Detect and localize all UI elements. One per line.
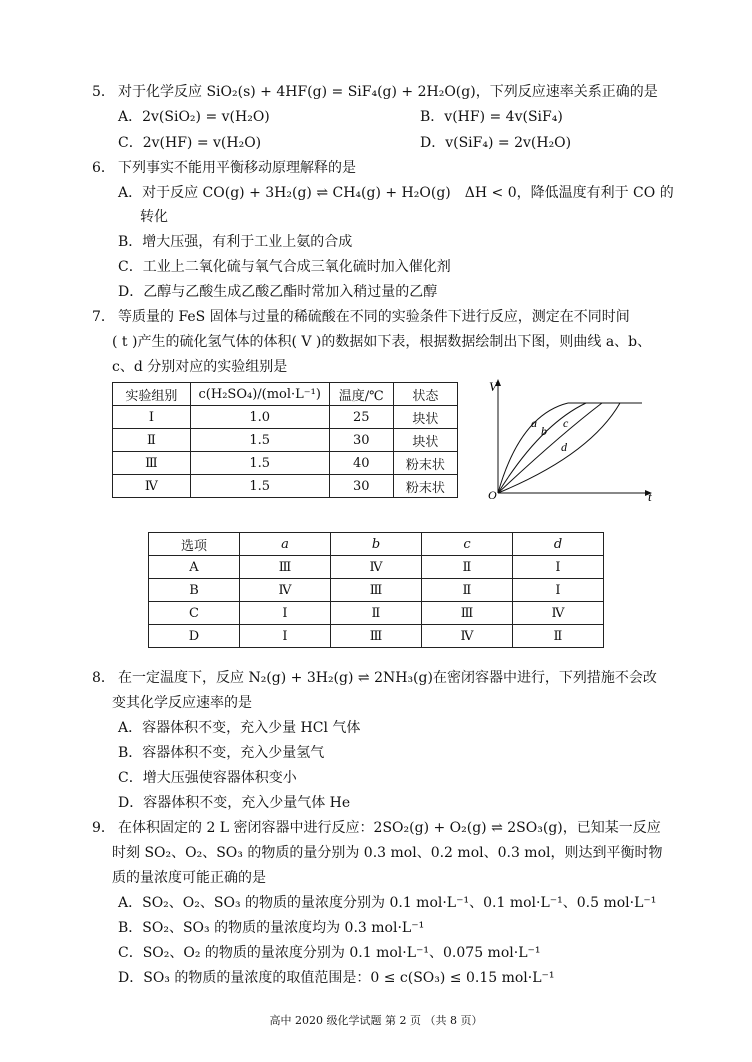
q6-stem: 下列事实不能用平衡移动原理解释的是 (118, 160, 356, 176)
table-cell: B (149, 579, 240, 602)
q5-option-c: C．2v(HF) = v(H₂O) (118, 135, 262, 151)
volume-time-graph (480, 375, 670, 505)
q7-number: 7． (92, 309, 115, 325)
q7-stem-line3: c、d 分别对应的实验组别是 (112, 359, 288, 375)
exp-header-temperature: 温度/℃ (329, 383, 393, 406)
q5-option-b: B．v(HF) = 4v(SiF₄) (420, 109, 563, 125)
q5-number: 5． (92, 84, 115, 100)
table-cell: 1.5 (190, 452, 329, 475)
table-row (149, 602, 604, 625)
q8-stem-line1: 在一定温度下，反应 N₂(g) + 3H₂(g) ⇌ 2NH₃(g)在密闭容器中进行，下列措施不会改 (118, 670, 657, 686)
table-row (149, 556, 604, 579)
table-cell: C (149, 602, 240, 625)
answer-header-a: a (240, 533, 331, 556)
table-cell: A (149, 556, 240, 579)
q9-option-a: A．SO₂、O₂、SO₃ 的物质的量浓度分别为 0.1 mol·L⁻¹、0.1 mol·L⁻¹、0.5 mol·L⁻¹ (118, 895, 657, 911)
table-cell: Ⅲ (240, 556, 331, 579)
table-cell: Ⅱ (512, 625, 603, 648)
table-cell: Ⅱ (421, 556, 512, 579)
q9-stem-line3: 质的量浓度可能正确的是 (112, 870, 266, 886)
table-cell: D (149, 625, 240, 648)
curve-a-label: a (531, 416, 537, 430)
table-cell: Ⅱ (330, 602, 421, 625)
page-footer: 高中 2020 级化学试题 第 2 页 （共 8 页） (269, 1014, 483, 1027)
table-cell: Ⅰ (512, 579, 603, 602)
table-cell: Ⅱ (421, 579, 512, 602)
q6-option-a-line1: A．对于反应 CO(g) + 3H₂(g) ⇌ CH₄(g) + H₂O(g) ΔH < 0，降低温度有利于 CO 的 (118, 185, 674, 201)
q5-option-d: D．v(SiF₄) = 2v(H₂O) (420, 135, 572, 151)
experiment-table (112, 382, 458, 498)
table-cell: Ⅱ (113, 429, 191, 452)
exp-header-group: 实验组别 (113, 383, 191, 406)
table-cell: Ⅲ (113, 452, 191, 475)
table-cell: Ⅳ (512, 602, 603, 625)
q9-option-c: C．SO₂、O₂ 的物质的量浓度分别为 0.1 mol·L⁻¹、0.075 mol·L⁻¹ (118, 945, 541, 961)
exp-header-concentration: c(H₂SO₄)/(mol·L⁻¹) (190, 383, 329, 406)
table-row (113, 475, 458, 498)
q7-stem-line2: ( t )产生的硫化氢气体的体积( V )的数据如下表，根据数据绘制出下图，则曲线 a、b、 (112, 334, 652, 350)
q8-option-d: D．容器体积不变，充入少量气体 He (118, 795, 351, 811)
q8-option-b: B．容器体积不变，充入少量氢气 (118, 745, 325, 761)
experiment-table-header (113, 383, 458, 406)
table-cell: 1.5 (190, 475, 329, 498)
answer-table-header (149, 533, 604, 556)
q6-option-b: B．增大压强，有利于工业上氨的合成 (118, 234, 353, 250)
q9-option-d: D．SO₃ 的物质的量浓度的取值范围是：0 ≤ c(SO₃) ≤ 0.15 mol·L⁻¹ (118, 970, 555, 986)
table-cell: 粉末状 (393, 475, 457, 498)
table-row (149, 625, 604, 648)
table-cell: 30 (329, 475, 393, 498)
q6-number: 6． (92, 160, 115, 176)
table-cell: Ⅳ (240, 579, 331, 602)
table-cell: 1.0 (190, 406, 329, 429)
answer-header-d: d (512, 533, 603, 556)
table-cell: 1.5 (190, 429, 329, 452)
q5-option-a: A．2v(SiO₂) = v(H₂O) (118, 109, 270, 125)
table-cell: Ⅲ (330, 625, 421, 648)
curve-b (498, 403, 586, 493)
table-cell: Ⅲ (330, 579, 421, 602)
table-cell: Ⅲ (421, 602, 512, 625)
table-cell: Ⅰ (512, 556, 603, 579)
table-cell: 40 (329, 452, 393, 475)
q9-stem-line1: 在体积固定的 2 L 密闭容器中进行反应：2SO₂(g) + O₂(g) ⇌ 2SO₃(g)，已知某一反应 (118, 820, 661, 836)
table-cell: Ⅰ (113, 406, 191, 429)
q8-option-a: A．容器体积不变，充入少量 HCl 气体 (118, 720, 361, 736)
answer-header-option: 选项 (149, 533, 240, 556)
table-row (113, 452, 458, 475)
table-cell: 块状 (393, 406, 457, 429)
table-cell: Ⅰ (240, 625, 331, 648)
curve-b-label: b (541, 424, 547, 438)
q7-stem-line1: 等质量的 FeS 固体与过量的稀硫酸在不同的实验条件下进行反应，测定在不同时间 (118, 309, 630, 325)
answer-header-b: b (330, 533, 421, 556)
x-axis-label: t (648, 489, 652, 504)
q6-option-a-line2: 转化 (140, 209, 168, 225)
exp-header-state: 状态 (393, 383, 457, 406)
answer-header-c: c (421, 533, 512, 556)
table-row (149, 579, 604, 602)
table-cell: 25 (329, 406, 393, 429)
table-cell: Ⅳ (113, 475, 191, 498)
table-row (113, 429, 458, 452)
q5-stem: 对于化学反应 SiO₂(s) + 4HF(g) = SiF₄(g) + 2H₂O(g)，下列反应速率关系正确的是 (118, 84, 658, 100)
q8-number: 8． (92, 670, 115, 686)
table-cell: 粉末状 (393, 452, 457, 475)
q6-option-c: C．工业上二氧化硫与氧气合成三氧化硫时加入催化剂 (118, 259, 451, 275)
table-cell: Ⅳ (330, 556, 421, 579)
table-row (113, 406, 458, 429)
table-cell: Ⅳ (421, 625, 512, 648)
y-axis-label: V (489, 379, 497, 394)
q8-stem-line2: 变其化学反应速率的是 (112, 695, 252, 711)
q6-option-d: D．乙醇与乙酸生成乙酸乙酯时常加入稍过量的乙醇 (118, 284, 438, 300)
origin-label: O (488, 488, 497, 502)
table-cell: Ⅰ (240, 602, 331, 625)
table-cell: 块状 (393, 429, 457, 452)
curve-d-label: d (561, 440, 567, 454)
table-cell: 30 (329, 429, 393, 452)
q9-stem-line2: 时刻 SO₂、O₂、SO₃ 的物质的量分别为 0.3 mol、0.2 mol、0.3 mol，则达到平衡时物 (112, 845, 663, 861)
q9-option-b: B．SO₂、SO₃ 的物质的量浓度均为 0.3 mol·L⁻¹ (118, 920, 425, 936)
curve-c-label: c (563, 416, 569, 430)
q9-number: 9． (92, 820, 115, 836)
q8-option-c: C．增大压强使容器体积变小 (118, 770, 297, 786)
answer-table (148, 532, 604, 648)
curve-c (498, 403, 602, 493)
